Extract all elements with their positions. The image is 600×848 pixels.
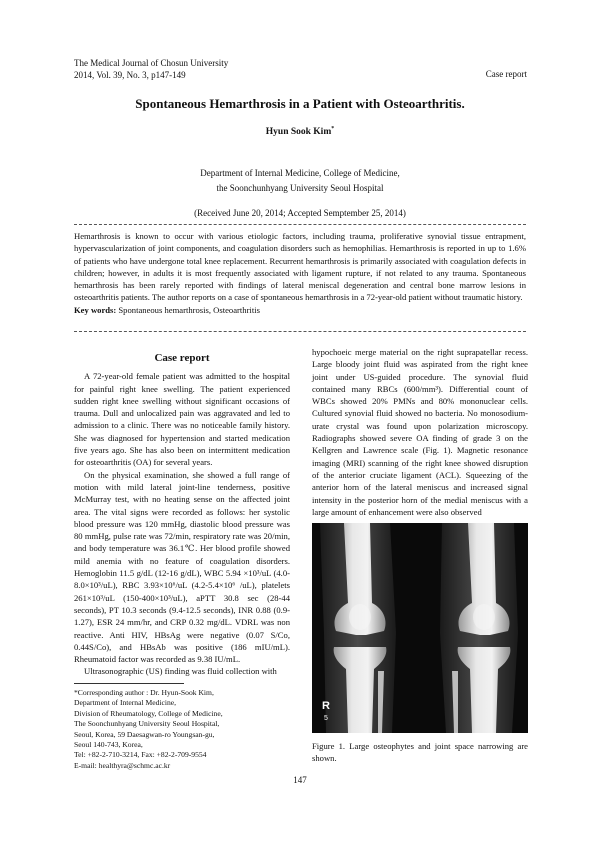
footnote-line: The Soonchunhyang University Seoul Hospital, [74, 719, 220, 729]
journal-citation: 2014, Vol. 39, No. 3, p147-149 [74, 70, 186, 80]
footnote-line: Department of Internal Medicine, [74, 698, 177, 708]
footnote-line: Seoul 140-743, Korea, [74, 740, 143, 750]
figure-caption: Figure 1. Large osteophytes and joint space narrowing are shown. [312, 741, 528, 764]
section-heading: Case report [154, 352, 210, 364]
journal-header [74, 57, 228, 81]
paragraph-3: Ultrasonographic (US) finding was fluid collection with [84, 666, 277, 677]
footnote-line: Tel: +82-2-710-3214, Fax: +82-2-709-9554 [74, 750, 207, 760]
author-mark: * [331, 126, 335, 132]
corresponding-author-footnote [74, 688, 294, 771]
right-column [312, 346, 528, 518]
keywords-text: Spontaneous hemarthrosis, Osteoarthritis [118, 304, 260, 315]
page-number: 147 [293, 775, 307, 785]
footnote-line: E-mail: healthyra@schmc.ac.kr [74, 760, 171, 770]
keywords-label: Key words: [74, 304, 117, 315]
keywords [74, 304, 526, 316]
paragraph-2: On the physical examination, she showed a full range of motion with mild lateral joint-line tenderness, positive McMurray test, with no heating sense on the affected joint area. The vital signs were recorded as follows: her systolic blood pressure was 120 mmHg, diastolic blood pressure was 80 mmHg, pulse rate was 72/min, respiratory rate was 20/min, and body temperature was 36.1℃. Her blood profile showed mild anemia with no feature of coagulation disorders. Hemoglobin 11.5 g/dL (12-16 g/dL), WBC 5.94 ×10³/uL (4.0-8.0×10³/uL), RBC 3.93×10⁶/uL (4.2-5.4×10⁶ /uL), platelets 261×10³/uL (150-400×10³/uL), aPTT 30.8 sec (28-44 seconds), PT 10.3 seconds (9.4-12.5 seconds), INR 0.88 (0.9-1.27), ESR 24 mm/hr, and CRP 0.32 mg/dL. VDRL was non reactive. Anti HIV, HBsAg were negative (0.07 S/Co, 0.44S/Co), and HBsAb was positive (186 mIU/mL). Rheumatoid factor was recorded as 9.38 IU/mL. [74, 469, 290, 665]
divider-top [74, 224, 526, 225]
received-dates: (Received June 20, 2014; Accepted Semptember 25, 2014) [194, 208, 406, 218]
affiliation-line-1: Department of Internal Medicine, College of Medicine, [200, 168, 400, 178]
divider-bottom [74, 331, 526, 332]
footnote-line: *Corresponding author : Dr. Hyun-Sook Kim, [74, 688, 214, 697]
article-title: Spontaneous Hemarthrosis in a Patient with Osteoarthritis. [135, 96, 465, 111]
abstract-text: Hemarthrosis is known to occur with various etiologic factors, including trauma, proliferative synovial tissue entrapment, hypervascularization of joint components, and coagulation disorders such as hemophilias. Hemarthrosis is reported in up to 1.6% of patients who have undergone total knee replacement. Recurrent hemarthrosis is primarily associated with coagulation defects in children; however, in adults it is most frequently associated with ligament rupture, if not related to any trauma. Spontaneous hemarthrosis has been rarely reported with findings of lateral meniscal degeneration and central bone marrow lesions in osteoarthritis patients. The author reports on a case of spontaneous hemarthrosis in a 72-year-old patient without traumatic history. [74, 231, 526, 303]
footnote-rule [74, 683, 184, 684]
footnote-line: Division of Rheumatology, College of Medicine, [74, 708, 223, 718]
radiograph-marker-r: R [322, 700, 330, 712]
author-line [0, 126, 600, 137]
abstract [74, 230, 526, 316]
footnote-line: Seoul, Korea, 59 Daesagwan-ro Youngsan-gu, [74, 729, 215, 739]
author-name: Hyun Sook Kim [265, 127, 332, 138]
left-column [74, 352, 290, 678]
affiliation [0, 166, 600, 196]
radiograph-image [312, 523, 528, 733]
affiliation-line-2: the Soonchunhyang University Seoul Hospital [216, 183, 384, 193]
right-paragraph: hypochoeic merge material on the right suprapatellar recess. Large bloody joint fluid was aspirated from the right knee joint under US-guided procedure. The synovial fluid contained many RBCs (600/mm³). Differential count of WBCs showed 20% PMNs and 80% mononuclear cells. Cultured synovial fluid showed no bacteria. No monosodium-urate crystal was found upon polarization microscopy. Radiographs showed severe OA finding of grade 3 on the Kellgren and Lawrence scale (Fig. 1). Magnetic resonance imaging (MRI) scanning of the right knee showed disruption of the anterior cruciate ligament (ACL). Squeezing of the anterior horn of the lateral meniscus and increased signal intensity in the posterior horn of the medial meniscus with a large amount of enhancement were also observed [312, 347, 528, 517]
article-type: Case report [485, 69, 527, 79]
journal-name: The Medical Journal of Chosun University [74, 58, 229, 68]
knee-radiograph [312, 523, 528, 733]
paragraph-1: A 72-year-old female patient was admitted to the hospital for painful right knee swelling. The patient experienced sudden right knee swelling without significant occasions of trauma. Dull and unlocalized pain was aggravated and led to admission to a clinic. There was no noticeable family history. She was diagnosed for hypertension and started medication five years ago. She has also been on intermittent medication for osteoarthritis (OA) for several years. [74, 371, 290, 468]
radiograph-marker-number: 5 [324, 715, 328, 722]
